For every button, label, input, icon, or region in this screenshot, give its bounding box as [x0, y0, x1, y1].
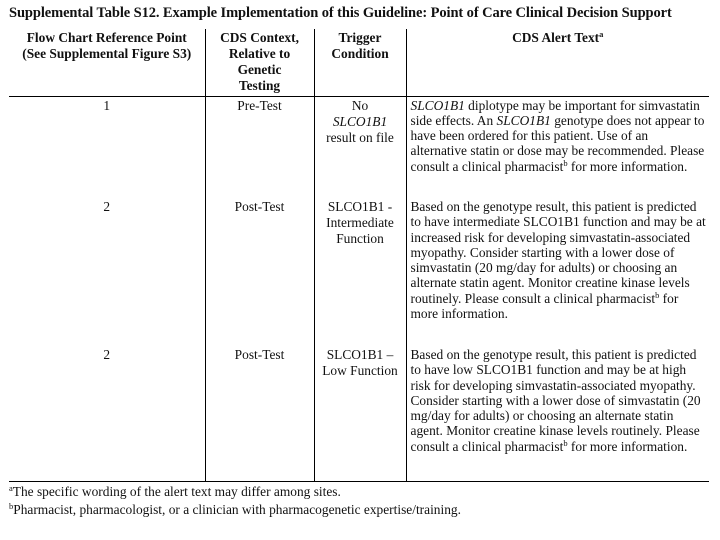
table-row — [9, 96, 709, 198]
cds-table — [9, 29, 709, 481]
footnote-mark: b — [9, 501, 14, 511]
col-header-cds-context: CDS Context, Relative to Genetic Testing — [205, 29, 314, 96]
table-row — [9, 198, 709, 346]
col-header-trigger-condition: Trigger Condition — [314, 29, 406, 96]
reference-point-cell: 1 — [103, 97, 111, 113]
col-header-reference-point: Flow Chart Reference Point (See Supplemental Figure S3) — [9, 29, 205, 96]
footnote-mark: a — [9, 483, 13, 493]
trigger-condition-cell: No SLCO1B1 result on file — [314, 96, 406, 198]
col-header-alert-text: CDS Alert Text$^a$ — [406, 29, 709, 96]
table-title: Supplemental Table S12. Example Implementation of this Guideline: Point of Care Clinical Decision Support — [9, 5, 672, 21]
trigger-condition-cell: SLCO1B1 – Low Function — [314, 346, 406, 481]
footnote-mark: a — [599, 29, 604, 39]
alert-text-cell: Based on the genotype result, this patient is predicted to have low SLCO1B1 function and may be at high risk for developing simvastatin-associated myopathy. Consider starting with a lower dose of simvastatin (20 mg/day for adults) or choosing an alternate statin agent. Monitor creatine kinase levels routinely. Please consult a clinical pharmacist$^b$ for more information. — [406, 346, 709, 481]
cds-context-cell: Pre-Test — [205, 96, 314, 198]
cds-context-cell: Post-Test — [205, 198, 314, 346]
footnote-a: $^a$The specific wording of the alert text may differ among sites. — [9, 483, 341, 499]
footnote-mark: b — [655, 289, 660, 300]
alert-text-cell: SLCO1B1 diplotype may be important for simvastatin side effects. An SLCO1B1 genotype does not appear to have been ordered for this patient. Use of an alternative statin or dose may be recommended. Please consult a clinical pharmacist$^b$ for more information. — [406, 96, 709, 198]
footnote-mark: b — [563, 157, 568, 168]
alert-text-cell: Based on the genotype result, this patient is predicted to have intermediate SLCO1B1 function and may be at increased risk for developing simvastatin-associated myopathy. Consider starting with a lower dose of simvastatin (20 mg/day for adults) or choosing an alternate statin agent. Monitor creatine kinase levels routinely. Please consult a clinical pharmacist$^b$ for more information. — [406, 198, 709, 346]
reference-point-cell: 2 — [103, 199, 111, 214]
reference-point-cell: 2 — [103, 347, 111, 362]
cds-context-cell: Post-Test — [205, 346, 314, 481]
trigger-condition-cell: SLCO1B1 - Intermediate Function — [314, 198, 406, 346]
table-bottom-rule — [9, 481, 709, 482]
footnote-b: $^b$Pharmacist, pharmacologist, or a clinician with pharmacogenetic expertise/training. — [9, 501, 461, 517]
footnote-mark: b — [563, 437, 568, 448]
table-row — [9, 346, 709, 481]
header-row — [9, 29, 709, 96]
